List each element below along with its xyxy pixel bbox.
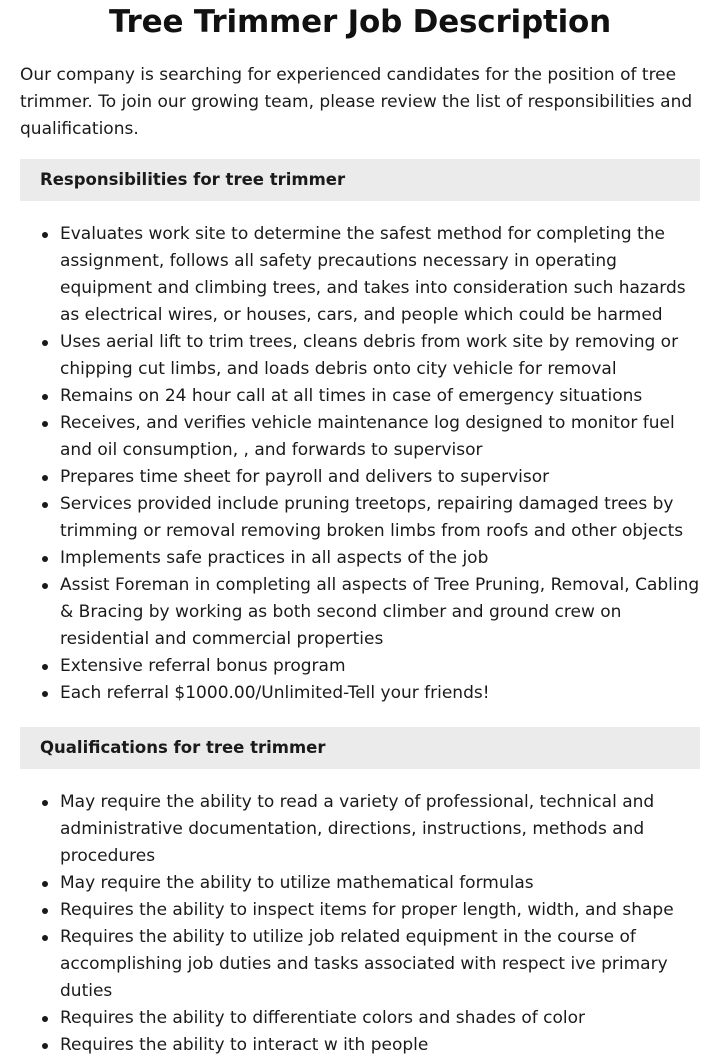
intro-paragraph: Our company is searching for experienced candidates for the position of tree trimmer. To join our growing team, please review the list of responsibilities and qualifications. — [20, 65, 693, 139]
list-item: Implements safe practices in all aspects of the job — [20, 545, 700, 572]
list-item: Services provided include pruning treetops, repairing damaged trees by trimming or removal removing broken limbs from roofs and other objects — [20, 491, 700, 545]
list-item: May require the ability to utilize mathematical formulas — [20, 870, 700, 897]
list-item: Evaluates work site to determine the safest method for completing the assignment, follows all safety precautions necessary in operating equipment and climbing trees, and takes into consideration such hazards as electrical wires, or houses, cars, and people which could be harmed — [20, 221, 700, 329]
list-item: Requires the ability to utilize job related equipment in the course of accomplishing job duties and tasks associated with respect ive primary duties — [20, 924, 700, 1005]
list-item: Extensive referral bonus program — [20, 653, 700, 680]
qualifications-list — [20, 789, 700, 1059]
responsibilities-list — [20, 221, 700, 707]
list-item: Assist Foreman in completing all aspects of Tree Pruning, Removal, Cabling & Bracing by working as both second climber and ground crew on residential and commercial properties — [20, 572, 700, 653]
list-item: Receives, and verifies vehicle maintenance log designed to monitor fuel and oil consumption, , and forwards to supervisor — [20, 410, 700, 464]
section-spacer — [20, 707, 700, 727]
page-title: Tree Trimmer Job Description — [109, 4, 611, 40]
list-item: Requires the ability to inspect items for proper length, width, and shape — [20, 897, 700, 924]
list-item: Requires the ability to differentiate colors and shades of color — [20, 1005, 700, 1032]
list-item: Each referral $1000.00/Unlimited-Tell your friends! — [20, 680, 700, 707]
responsibilities-heading: Responsibilities for tree trimmer — [20, 159, 700, 201]
list-item: Prepares time sheet for payroll and delivers to supervisor — [20, 464, 700, 491]
list-item: Uses aerial lift to trim trees, cleans debris from work site by removing or chipping cut limbs, and loads debris onto city vehicle for removal — [20, 329, 700, 383]
qualifications-heading: Qualifications for tree trimmer — [20, 727, 700, 769]
list-item: Requires the ability to interact w ith people — [20, 1032, 700, 1059]
list-item: May require the ability to read a variety of professional, technical and administrative documentation, directions, instructions, methods and procedures — [20, 789, 700, 870]
list-item: Remains on 24 hour call at all times in case of emergency situations — [20, 383, 700, 410]
